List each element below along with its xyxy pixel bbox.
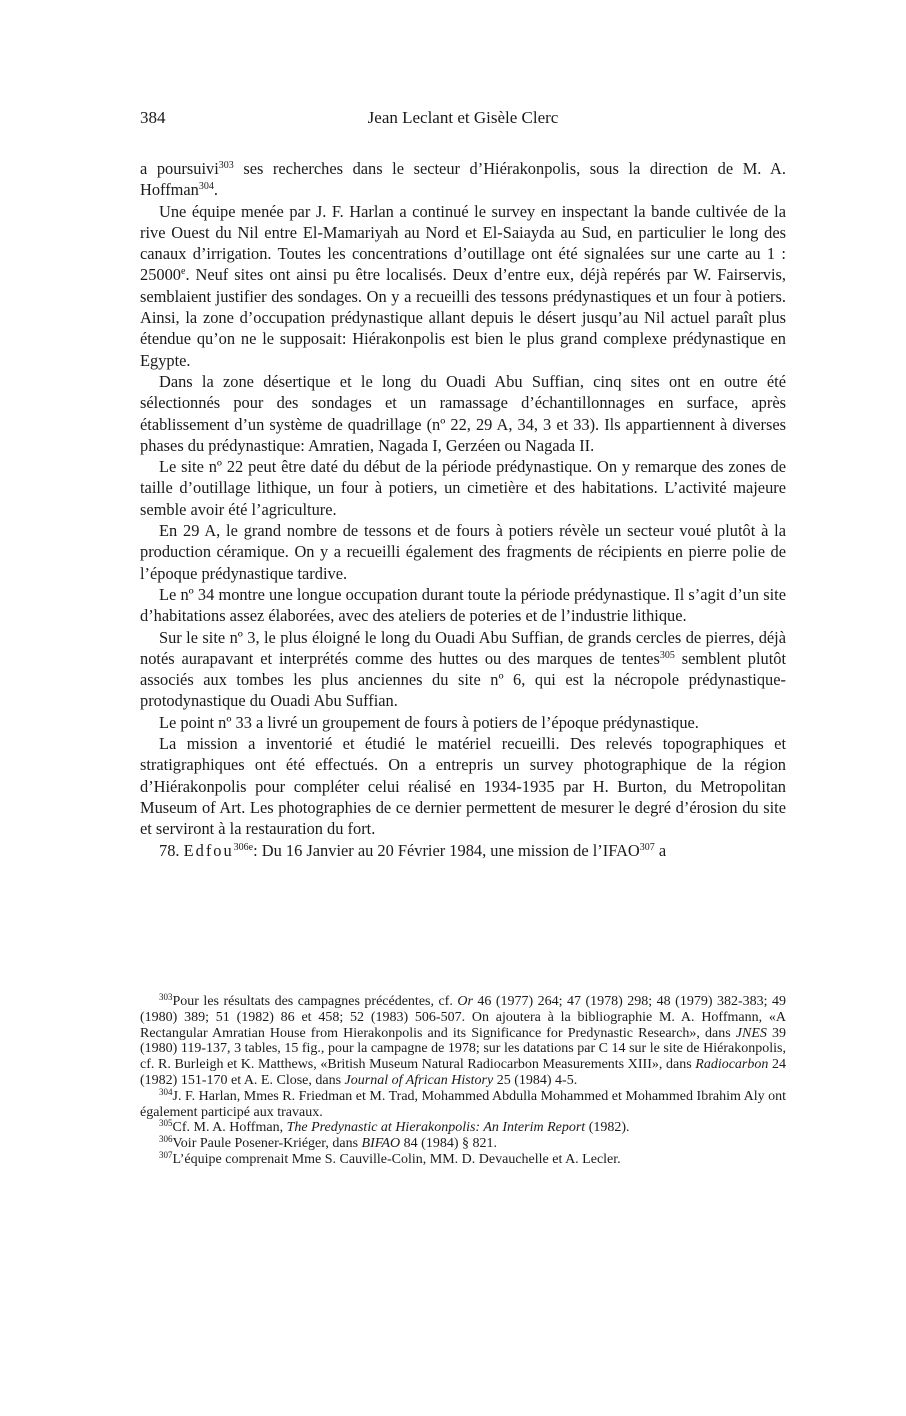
running-header bbox=[140, 108, 786, 132]
footnote-ref-307[interactable]: 307 bbox=[639, 841, 655, 853]
paragraph-10-edfou: 78. Edfou$^{306e}$: Du 16 Janvier au 20 Février 1984, une mission de l’IFAO$^{307}$ a bbox=[159, 840, 667, 860]
paragraph-5: En 29 A, le grand nombre de tessons et de fours à potiers révèle un secteur voué plutôt à la production céramique. On y a recueilli également des fragments de récipients en pierre polie de l’époque prédynastique tardive. bbox=[140, 521, 786, 583]
paragraph-9: La mission a inventorié et étudié le matériel recueilli. Des relevés topographiques et stratigraphiques ont été effectués. On a entrepris un survey photographique de la région d’Hiérakonpolis pour compléter celui réalisé en 1934-1935 par H. Burton, du Metropolitan Museum of Art. Les photographies de ce dernier permettent de mesurer le degré d’érosion du site et serviront à la restauration du fort. bbox=[140, 734, 786, 839]
paragraph-7: Sur le site nº 3, le plus éloigné le long du Ouadi Abu Suffian, de grands cercles de pierres, déjà notés aurapavant et interprétés comme des huttes ou des marques de tentes$^{305}$ semblent plutôt associés aux tombes les plus anciennes du site nº 6, qui est la nécropole prédynastique-protodynastique du Ouadi Abu Suffian. bbox=[140, 627, 786, 711]
running-head-authors: Jean Leclant et Gisèle Clerc bbox=[367, 108, 559, 127]
footnote-ref-304[interactable]: 304 bbox=[198, 181, 214, 193]
footnote-307: $^{307}$L’équipe comprenait Mme S. Cauville-Colin, MM. D. Devauchelle et A. Lecler. bbox=[159, 1149, 621, 1167]
paragraph-2: Une équipe menée par J. F. Harlan a continué le survey en inspectant la bande cultivée de la rive Ouest du Nil entre El-Mamariyah au Nord et El-Saiayda au Sud, en particulier le long des canaux d’irrigation. Toutes les concentrations d’outillage ont été signalées sur une carte au 1 : 25000e. Neuf sites ont ainsi pu être localisés. Deux d’entre eux, déjà repérés par W. Fairservis, semblaient justifier des sondages. On y a recueilli des tessons prédynastiques et un four à potiers. Ainsi, la zone d’occupation prédynastique allant depuis le désert jusqu’au Nil actuel paraît plus étendue qu’on ne le supposait: Hiérakonpolis est bien le plus grand complexe prédynastique en Egypte. bbox=[140, 201, 786, 370]
footnote-ref-306[interactable]: 306e bbox=[233, 841, 254, 853]
footnote-ref-305[interactable]: 305 bbox=[659, 649, 675, 661]
footnote-305: $^{305}$Cf. M. A. Hoffman, The Predynastic at Hierakonpolis: An Interim Report (1982). bbox=[159, 1118, 630, 1136]
main-text bbox=[140, 158, 786, 861]
paragraph-4: Le site nº 22 peut être daté du début de la période prédynastique. On y remarque des zones de taille d’outillage lithique, un four à potiers, un cimetière et des habitations. L’activité majeure semble avoir été l’agriculture. bbox=[140, 457, 786, 519]
footnote-306: $^{306}$Voir Paule Posener-Kriéger, dans BIFAO 84 (1984) § 821. bbox=[159, 1134, 497, 1152]
footnote-ref-303[interactable]: 303 bbox=[218, 160, 234, 171]
footnote-304: $^{304}$J. F. Harlan, Mmes R. Friedman et M. Trad, Mohammed Abdulla Mohammed et Mohammed Ibrahim Aly ont également participé aux travaux. bbox=[140, 1086, 786, 1120]
paragraph-1: a poursuivi$^{303}$ ses recherches dans le secteur d’Hiérakonpolis, sous la direction de M. A. Hoffman$^{304}$. bbox=[140, 159, 786, 200]
paragraph-8: Le point nº 33 a livré un groupement de fours à potiers de l’époque prédynastique. bbox=[159, 712, 699, 732]
paragraph-3: Dans la zone désertique et le long du Ouadi Abu Suffian, cinq sites ont en outre été sélectionnés pour des sondages et un ramassage d’échantillonnages en surface, après établissement d’un système de quadrillage (nº 22, 29 A, 34, 3 et 33). Ils appartiennent à diverses phases du prédynastique: Amratien, Nagada I, Gerzéen ou Nagada II. bbox=[140, 371, 786, 455]
section-title-edfou: Edfou bbox=[183, 840, 234, 860]
page-number: 384 bbox=[140, 108, 166, 127]
footnotes bbox=[140, 994, 786, 1168]
paragraph-6: Le nº 34 montre une longue occupation durant toute la période prédynastique. Il s’agit d’un site d’habitations assez élaborées, avec des ateliers de poteries et de l’industrie lithique. bbox=[140, 584, 786, 626]
footnote-303: $^{303}$Pour les résultats des campagnes précédentes, cf. Or 46 (1977) 264; 47 (1978) 298; 48 (1979) 382-383; 49 (1980) 389; 51 (1982) 86 et 458; 52 (1983) 506-507. On ajoutera à la bibliographie M. A. Hoffmann, «A Rectangular Amratian House from Hierakonpolis and its Significance for Predynastic Research», dans JNES 39 (1980) 119-137, 3 tables, 15 fig., pour la campagne de 1978; sur les datations par C 14 sur le site de Hiérakonpolis, cf. R. Burleigh et K. Matthews, «British Museum Natural Radiocarbon Measurements XIII», dans Radiocarbon 24 (1982) 151-170 et A. E. Close, dans Journal of African History 25 (1984) 4-5. bbox=[140, 992, 787, 1088]
